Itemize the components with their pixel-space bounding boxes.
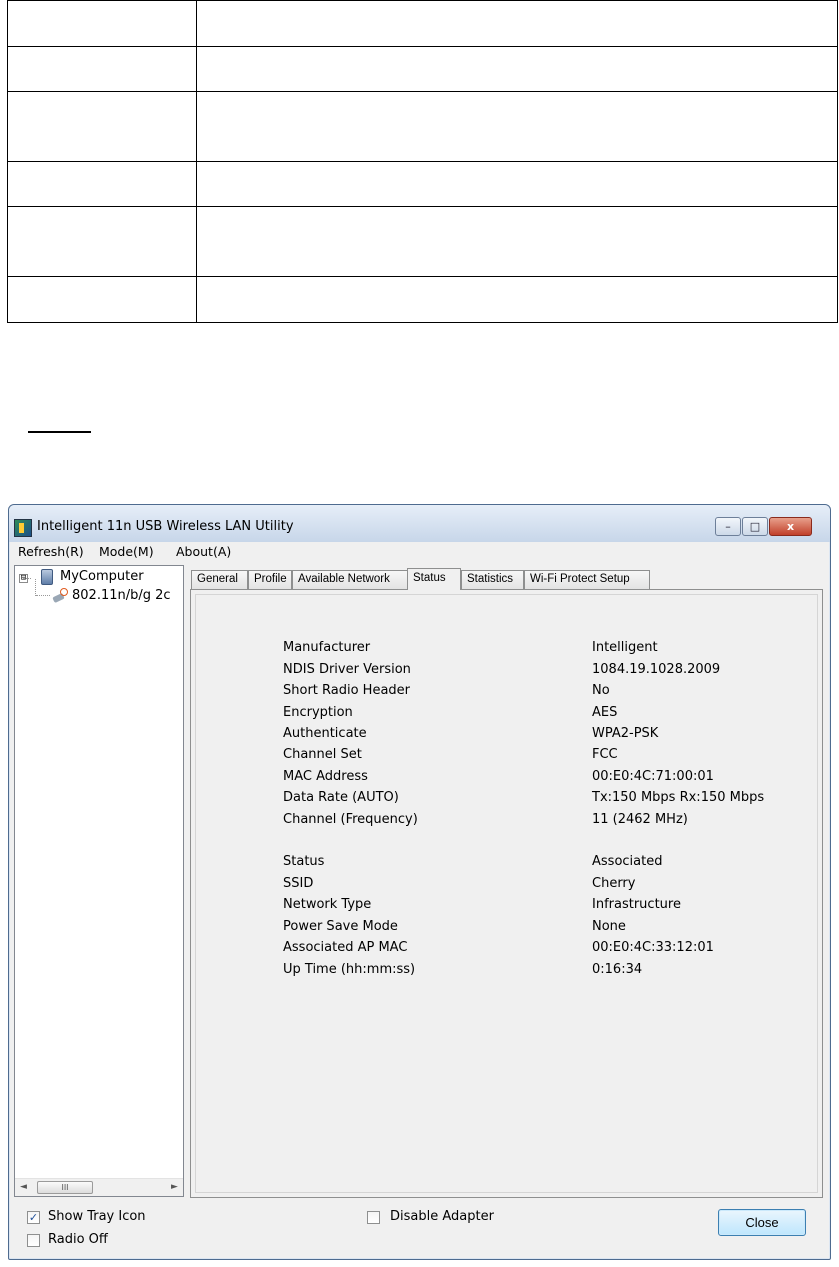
status-value: 00:E0:4C:33:12:01 xyxy=(592,940,714,955)
table-cell xyxy=(8,47,197,92)
status-value: 1084.19.1028.2009 xyxy=(592,662,721,677)
menu-refresh[interactable]: Refresh(R) xyxy=(18,544,84,559)
menu-mode[interactable]: Mode(M) xyxy=(99,544,154,559)
status-label: Data Rate (AUTO) xyxy=(283,790,399,805)
table-cell xyxy=(8,92,197,162)
tree-horizontal-scrollbar[interactable] xyxy=(15,1178,183,1196)
status-panel-inner xyxy=(195,594,818,1193)
client-area xyxy=(10,562,829,1258)
app-icon xyxy=(14,519,32,537)
status-label: MAC Address xyxy=(283,769,368,784)
status-label: Authenticate xyxy=(283,726,367,741)
radio-off-label: Radio Off xyxy=(48,1232,108,1247)
table-cell xyxy=(8,207,197,277)
status-value: 11 (2462 MHz) xyxy=(592,812,688,827)
table-cell xyxy=(197,47,838,92)
table-row xyxy=(8,47,838,92)
table-cell xyxy=(197,1,838,47)
tab-wifi-protect-setup[interactable]: Wi-Fi Protect Setup xyxy=(524,570,650,589)
status-value: Intelligent xyxy=(592,640,658,655)
status-value: No xyxy=(592,683,610,698)
table-row xyxy=(8,207,838,277)
menu-bar xyxy=(10,542,829,562)
table-cell xyxy=(8,1,197,47)
status-label: Network Type xyxy=(283,897,372,912)
table-cell xyxy=(197,92,838,162)
scroll-left-icon[interactable]: ◄ xyxy=(20,1182,27,1192)
status-label: Up Time (hh:mm:ss) xyxy=(283,962,416,977)
tree-connector xyxy=(36,595,50,596)
tree-item-mycomputer[interactable]: MyComputer xyxy=(60,569,144,584)
status-value: WPA2-PSK xyxy=(592,726,659,741)
tree-collapse-icon[interactable]: ⊟ xyxy=(20,573,27,583)
status-label: Associated AP MAC xyxy=(283,940,408,955)
status-value: AES xyxy=(592,705,618,720)
tab-general[interactable]: General xyxy=(191,570,248,589)
device-tree xyxy=(14,565,184,1197)
table-cell xyxy=(197,277,838,323)
status-value: 0:16:34 xyxy=(592,962,643,977)
status-label: Status xyxy=(283,854,325,869)
title-bar[interactable] xyxy=(9,505,830,542)
status-panel xyxy=(190,589,823,1198)
status-label: Encryption xyxy=(283,705,353,720)
status-label: Power Save Mode xyxy=(283,919,398,934)
tab-status[interactable]: Status xyxy=(407,568,461,590)
disable-adapter-label: Disable Adapter xyxy=(390,1209,494,1224)
radio-off-checkbox[interactable] xyxy=(27,1234,40,1247)
computer-icon xyxy=(41,569,53,585)
minimize-button[interactable]: – xyxy=(715,517,741,536)
tree-connector xyxy=(23,578,31,579)
table-cell xyxy=(197,162,838,207)
maximize-button[interactable]: □ xyxy=(742,517,768,536)
wireless-adapter-icon xyxy=(53,588,69,602)
status-label: NDIS Driver Version xyxy=(283,662,411,677)
disable-adapter-checkbox[interactable] xyxy=(367,1211,380,1224)
table-row xyxy=(8,162,838,207)
table-cell xyxy=(8,162,197,207)
scroll-right-icon[interactable]: ► xyxy=(171,1182,178,1192)
table-cell xyxy=(197,207,838,277)
tab-statistics[interactable]: Statistics xyxy=(461,570,524,589)
table-row xyxy=(8,92,838,162)
status-label: Manufacturer xyxy=(283,640,371,655)
close-button[interactable]: Close xyxy=(718,1209,806,1236)
tab-profile[interactable]: Profile xyxy=(248,570,292,589)
scroll-thumb[interactable]: III xyxy=(37,1181,93,1194)
table-row xyxy=(8,1,838,47)
show-tray-icon-checkbox[interactable]: ✓ xyxy=(28,1211,39,1224)
close-window-button[interactable]: x xyxy=(769,517,812,536)
status-value: FCC xyxy=(592,747,618,762)
tab-available-network[interactable]: Available Network xyxy=(292,570,408,589)
status-label: Channel (Frequency) xyxy=(283,812,418,827)
menu-about[interactable]: About(A) xyxy=(176,544,232,559)
tree-connector xyxy=(35,579,36,596)
status-label: SSID xyxy=(283,876,314,891)
status-value: None xyxy=(592,919,626,934)
window-title: Intelligent 11n USB Wireless LAN Utility xyxy=(37,519,294,534)
show-tray-icon-label: Show Tray Icon xyxy=(48,1209,146,1224)
table-cell xyxy=(8,277,197,323)
tree-item-adapter[interactable]: 802.11n/b/g 2c xyxy=(72,588,171,603)
status-value: 00:E0:4C:71:00:01 xyxy=(592,769,714,784)
status-value: Cherry xyxy=(592,876,636,891)
status-label: Short Radio Header xyxy=(283,683,411,698)
section-heading-underline xyxy=(28,431,91,433)
status-value: Tx:150 Mbps Rx:150 Mbps xyxy=(592,790,765,805)
utility-window xyxy=(8,504,831,1260)
status-label: Channel Set xyxy=(283,747,362,762)
status-value: Infrastructure xyxy=(592,897,681,912)
document-table xyxy=(7,0,838,323)
status-value: Associated xyxy=(592,854,663,869)
table-row xyxy=(8,277,838,323)
